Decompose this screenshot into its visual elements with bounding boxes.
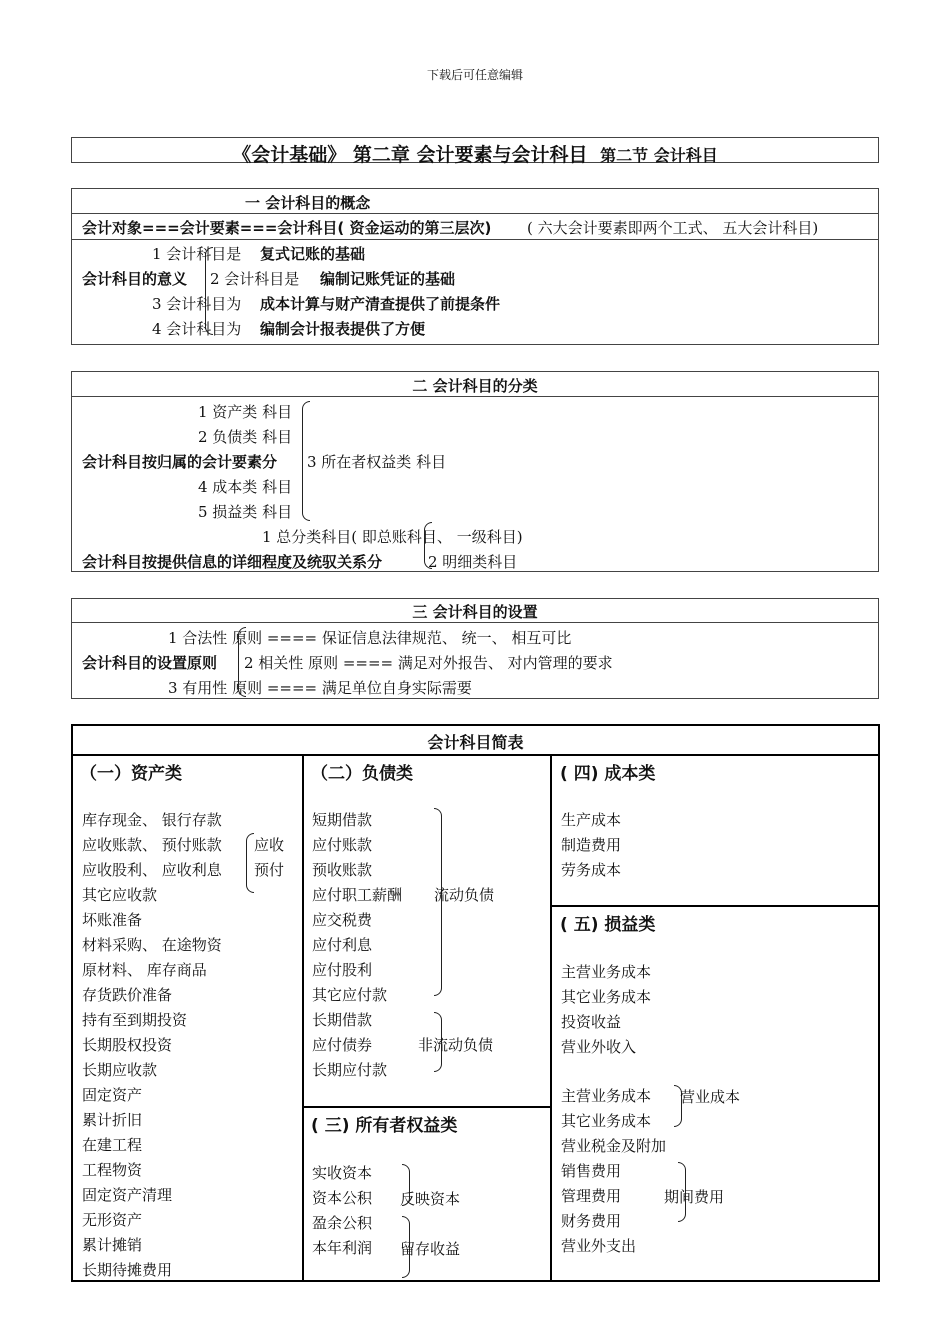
liability-account: 应付职工薪酬: [312, 886, 403, 904]
assets-side-label: 预付: [254, 861, 285, 879]
left-brace: [424, 522, 432, 569]
section-heading: 二 会计科目的分类: [412, 377, 538, 395]
cost-account: 制造费用: [561, 836, 622, 854]
class-item: 3 所在者权益类 科目: [307, 453, 447, 471]
watermark: 下载后可任意编辑: [426, 68, 523, 82]
liability-account: 应付账款: [312, 836, 373, 854]
class-label-element: 会计科目按归属的会计要素分: [82, 453, 278, 471]
table-divider: [550, 905, 880, 907]
asset-account: 固定资产: [82, 1086, 143, 1104]
pl-account: 投资收益: [561, 1013, 622, 1031]
liability-account: 应付利息: [312, 936, 373, 954]
divider: [71, 622, 879, 623]
meaning-item-val: 复式记账的基础: [260, 245, 366, 263]
class-item: 5 损益类 科目: [198, 503, 293, 521]
asset-account: 固定资产清理: [82, 1186, 173, 1204]
principle-item: 1 合法性 原则 ==== 保证信息法律规范、 统一、 相互可比: [168, 629, 572, 647]
pl-account: 主营业务成本: [561, 963, 652, 981]
class-item: 2 明细类科目: [428, 553, 518, 571]
page-title: [72, 140, 878, 167]
divider: [71, 396, 879, 397]
equity-group2: 留存收益: [400, 1240, 461, 1258]
cost-heading: ( 四) 成本类: [560, 764, 656, 784]
equity-heading: ( 三) 所有者权益类: [311, 1116, 458, 1136]
page-title-main: 《会计基础》 第二章 会计要素与会计科目: [232, 144, 588, 166]
divider: [71, 239, 879, 240]
assets-side-label: 应收: [254, 836, 285, 854]
pl-account: 其它业务成本: [561, 1112, 652, 1130]
asset-account: 在建工程: [82, 1136, 143, 1154]
asset-account: 累计摊销: [82, 1236, 143, 1254]
meaning-item-val: 成本计算与财产清查提供了前提条件: [260, 295, 501, 313]
liability-account: 其它应付款: [312, 986, 388, 1004]
equity-group1: 反映资本: [400, 1190, 461, 1208]
class-item: 4 成本类 科目: [198, 478, 293, 496]
pl-account: 其它业务成本: [561, 988, 652, 1006]
left-brace: [246, 833, 254, 893]
liability-account: 预收账款: [312, 861, 373, 879]
pl-group1: 营业成本: [680, 1088, 741, 1106]
pl-account: 管理费用: [561, 1187, 622, 1205]
meaning-label: 会计科目的意义: [82, 270, 188, 288]
liab-current-label: 流动负债: [434, 886, 495, 904]
liability-account: 长期应付款: [312, 1061, 388, 1079]
asset-account: 长期应收款: [82, 1061, 158, 1079]
meaning-item-val: 编制记账凭证的基础: [320, 270, 456, 288]
divider: [71, 213, 879, 214]
asset-account: 库存现金、 银行存款: [82, 811, 222, 829]
liability-account: 应付债券: [312, 1036, 373, 1054]
class-item: 1 资产类 科目: [198, 403, 293, 421]
table-title: 会计科目简表: [427, 733, 524, 752]
asset-account: 工程物资: [82, 1161, 143, 1179]
meaning-item-pre: 2 会计科目是: [210, 270, 300, 288]
cost-account: 劳务成本: [561, 861, 622, 879]
cost-account: 生产成本: [561, 811, 622, 829]
meaning-item-val: 编制会计报表提供了方便: [260, 320, 426, 338]
pl-group2: 期间费用: [664, 1188, 725, 1206]
asset-account: 原材料、 库存商品: [82, 961, 207, 979]
equity-account: 实收资本: [312, 1164, 373, 1182]
liab-heading: （二）负债类: [311, 764, 413, 784]
table-divider: [71, 754, 880, 756]
assets-heading: （一）资产类: [80, 764, 182, 784]
pl-account: 营业外支出: [561, 1237, 637, 1255]
meaning-item-pre: 3 会计科目为: [152, 295, 242, 313]
class-item: 1 总分类科目( 即总账科目、 一级科目): [262, 528, 523, 546]
class-item: 2 负债类 科目: [198, 428, 293, 446]
liability-account: 应付股利: [312, 961, 373, 979]
page-title-sub: 第二节 会计科目: [600, 146, 718, 165]
meaning-item-pre: 4 会计科目为: [152, 320, 242, 338]
section-heading: 一 会计科目的概念: [245, 194, 371, 212]
left-brace: [302, 401, 310, 521]
principle-label: 会计科目的设置原则: [82, 654, 218, 672]
principle-item: 2 相关性 原则 ==== 满足对外报告、 对内管理的要求: [244, 654, 613, 672]
asset-account: 累计折旧: [82, 1111, 143, 1129]
asset-account: 应收账款、 预付账款: [82, 836, 222, 854]
principle-item: 3 有用性 原则 ==== 满足单位自身实际需要: [168, 679, 472, 697]
asset-account: 长期股权投资: [82, 1036, 173, 1054]
liability-account: 应交税费: [312, 911, 373, 929]
asset-account: 其它应收款: [82, 886, 158, 904]
liability-account: 长期借款: [312, 1011, 373, 1029]
left-brace: [238, 627, 246, 697]
pl-account: 主营业务成本: [561, 1087, 652, 1105]
asset-account: 长期待摊费用: [82, 1261, 173, 1279]
table-divider: [550, 754, 552, 1282]
asset-account: 材料采购、 在途物资: [82, 936, 222, 954]
concept-line-right: ( 六大会计要素即两个工式、 五大会计科目): [527, 219, 819, 237]
title-bar: [71, 137, 879, 166]
table-divider: [302, 1106, 551, 1108]
pl-heading: ( 五) 损益类: [560, 915, 656, 935]
equity-account: 盈余公积: [312, 1214, 373, 1232]
equity-account: 资本公积: [312, 1189, 373, 1207]
pl-account: 营业外收入: [561, 1038, 637, 1056]
asset-account: 持有至到期投资: [82, 1011, 188, 1029]
liability-account: 短期借款: [312, 811, 373, 829]
pl-account: 营业税金及附加: [561, 1137, 667, 1155]
meaning-item-pre: 1 会计科目是: [152, 245, 242, 263]
pl-account: 财务费用: [561, 1212, 622, 1230]
liab-noncurrent-label: 非流动负债: [418, 1036, 494, 1054]
table-divider: [302, 754, 304, 1282]
asset-account: 无形资产: [82, 1211, 143, 1229]
concept-line-left: 会计对象===会计要素===会计科目( 资金运动的第三层次): [82, 219, 492, 237]
accounts-table: [71, 724, 880, 1282]
pl-account: 销售费用: [561, 1162, 622, 1180]
asset-account: 坏账准备: [82, 911, 143, 929]
class-label-detail: 会计科目按提供信息的详细程度及统驭关系分: [82, 553, 383, 571]
asset-account: 应收股利、 应收利息: [82, 861, 222, 879]
equity-account: 本年利润: [312, 1239, 373, 1257]
asset-account: 存货跌价准备: [82, 986, 173, 1004]
section-heading: 三 会计科目的设置: [412, 603, 538, 621]
